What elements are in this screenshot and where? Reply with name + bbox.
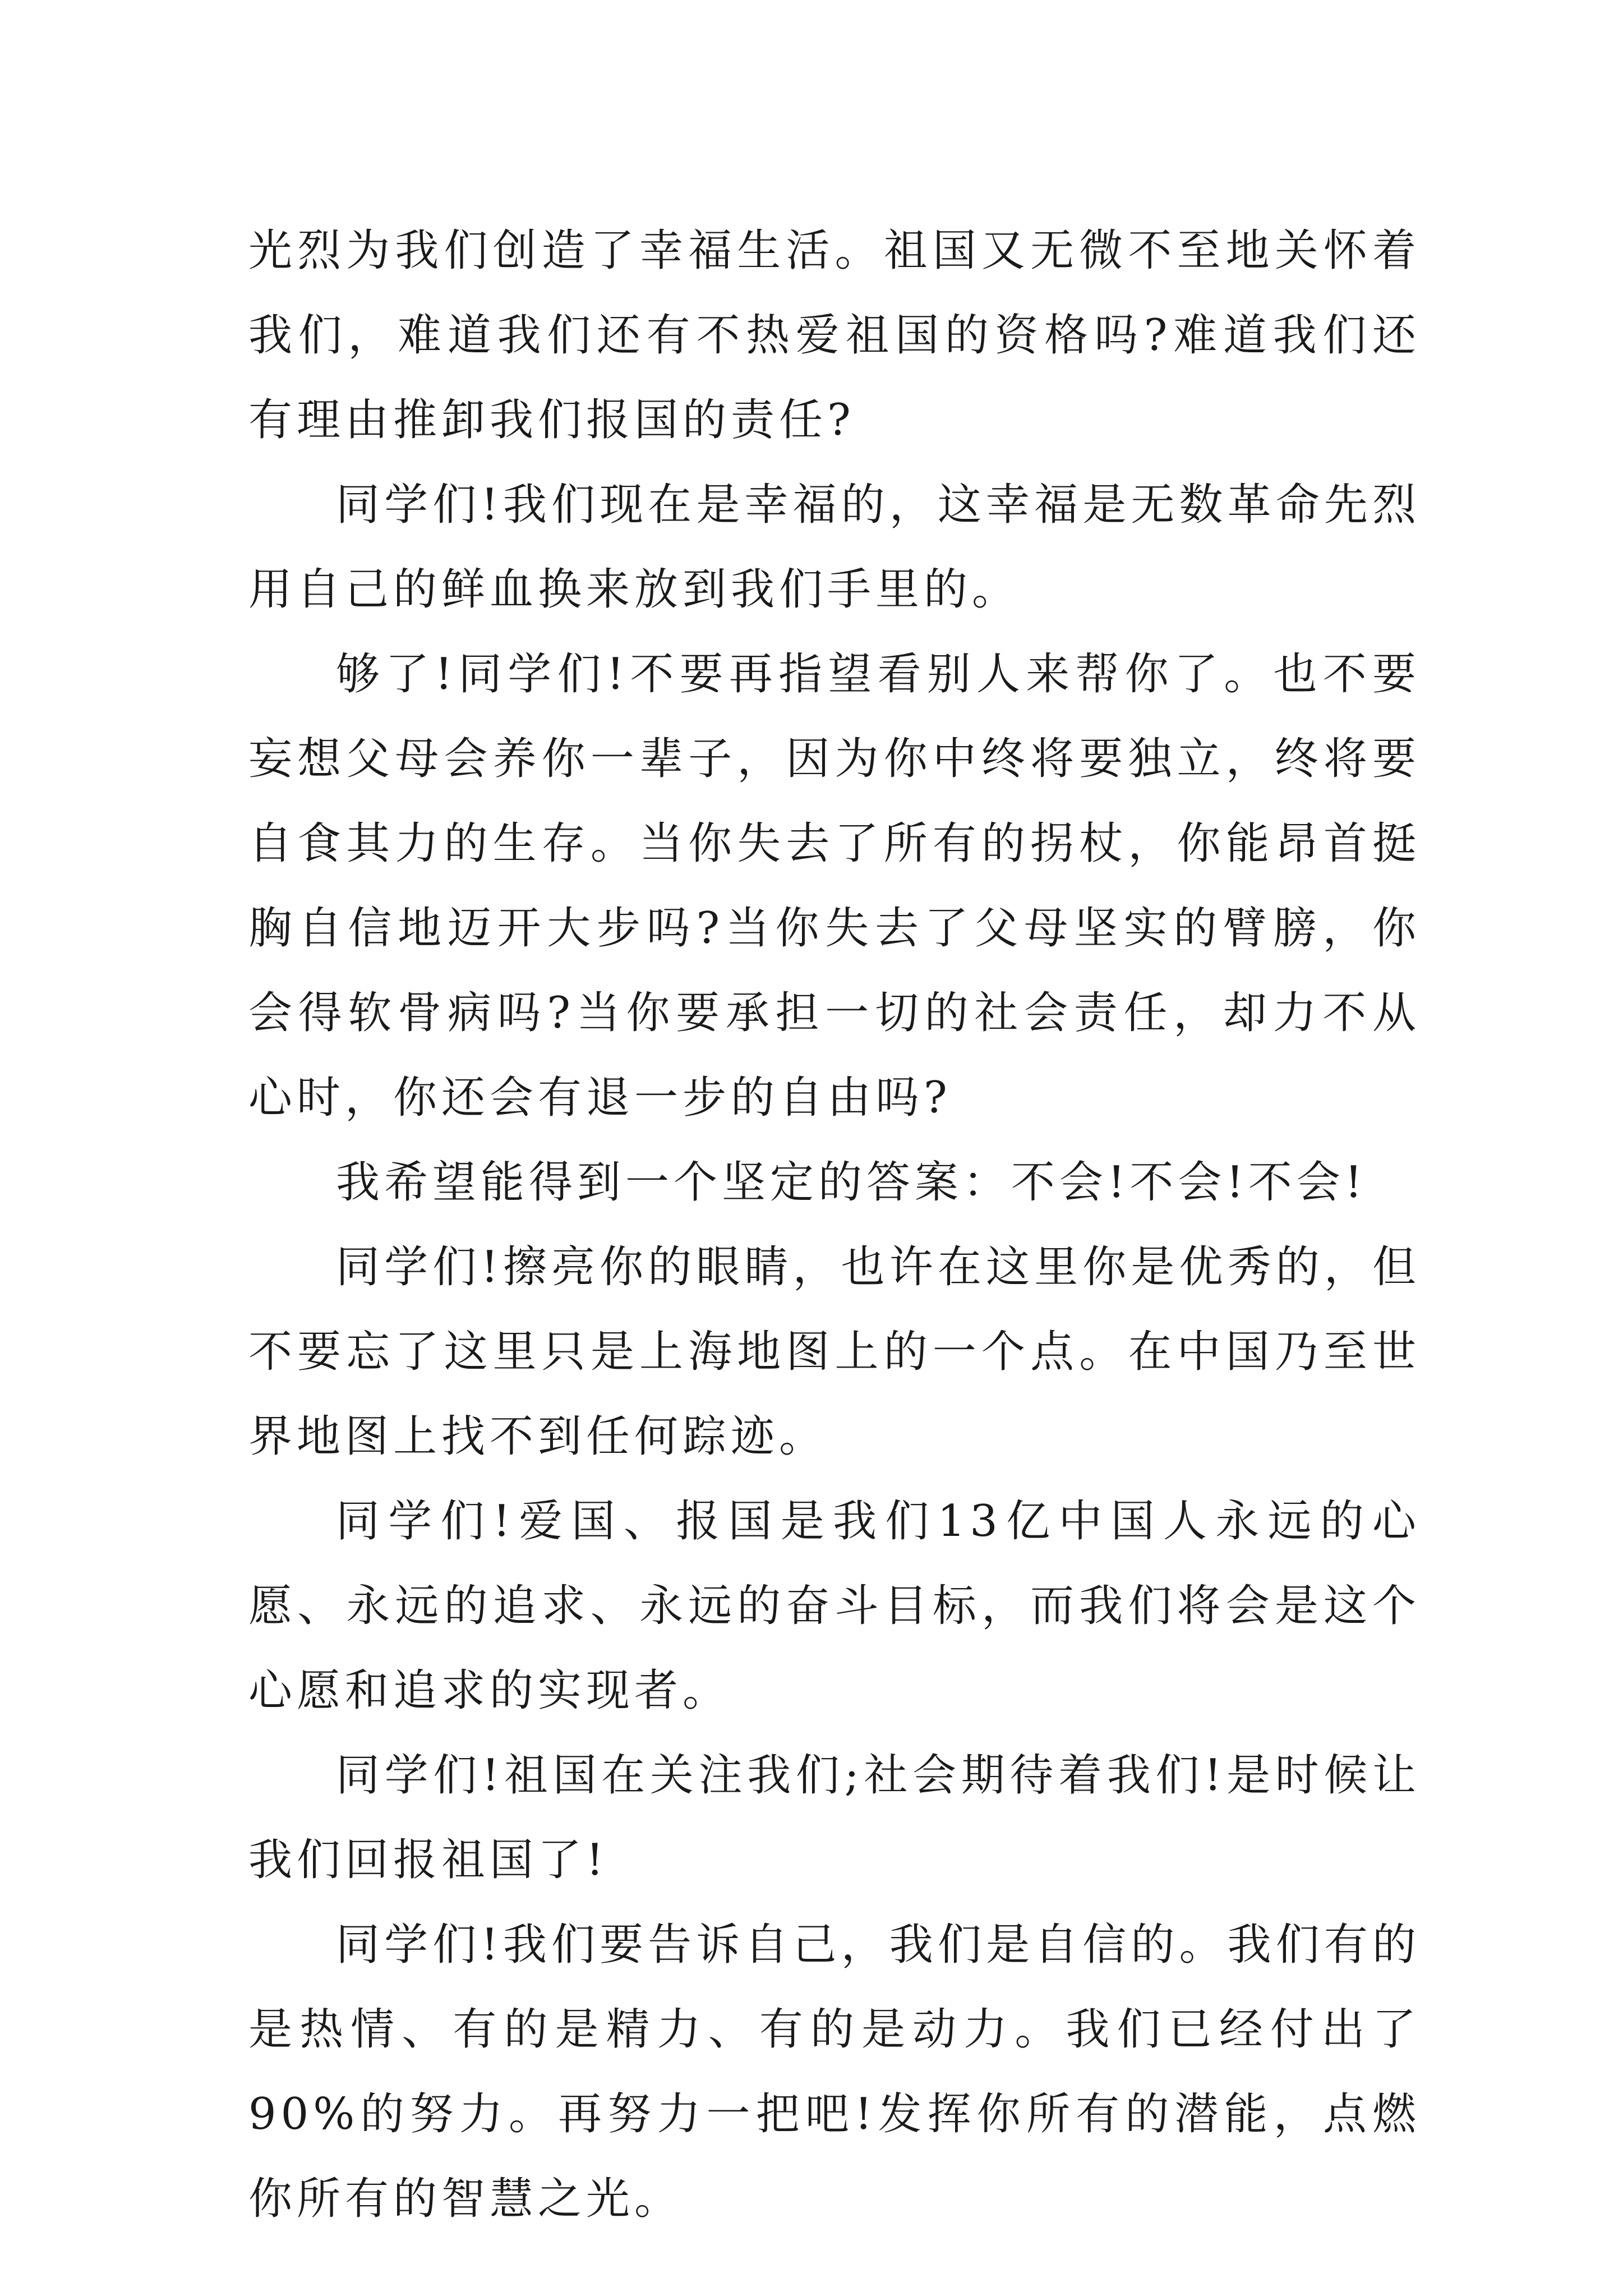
paragraph-1: 光烈为我们创造了幸福生活。祖国又无微不至地关怀着我们，难道我们还有不热爱祖国的资格吗?难道我们还有理由推卸我们报国的责任? xyxy=(248,226,1421,445)
paragraph-4: 我希望能得到一个坚定的答案：不会!不会!不会! xyxy=(336,1157,1367,1208)
paragraph-2: 同学们!我们现在是幸福的，这幸福是无数革命先烈用自己的鲜血换来放到我们手里的。 xyxy=(248,480,1421,615)
paragraph-3: 够了!同学们!不要再指望看别人来帮你了。也不要妄想父母会养你一辈子，因为你中终将要独立，终将要自食其力的生存。当你失去了所有的拐杖，你能昂首挺胸自信地迈开大步吗?当你失去了父母坚实的臂膀，你会得软骨病吗?当你要承担一切的社会责任，却力不从心时，你还会有退一步的自由吗? xyxy=(248,649,1421,1123)
paragraph-7: 同学们!祖国在关注我们;社会期待着我们!是时候让我们回报祖国了! xyxy=(248,1750,1421,1885)
document-body xyxy=(248,209,1421,2242)
paragraph-6: 同学们!爱国、报国是我们13亿中国人永远的心愿、永远的追求、永远的奋斗目标，而我们将会是这个心愿和追求的实现者。 xyxy=(248,1496,1421,1716)
paragraph-8: 同学们!我们要告诉自己，我们是自信的。我们有的是热情、有的是精力、有的是动力。我们已经付出了90%的努力。再努力一把吧!发挥你所有的潜能，点燃你所有的智慧之光。 xyxy=(248,1920,1421,2224)
paragraph-5: 同学们!擦亮你的眼睛，也许在这里你是优秀的，但不要忘了这里只是上海地图上的一个点。在中国乃至世界地图上找不到任何踪迹。 xyxy=(248,1242,1421,1462)
